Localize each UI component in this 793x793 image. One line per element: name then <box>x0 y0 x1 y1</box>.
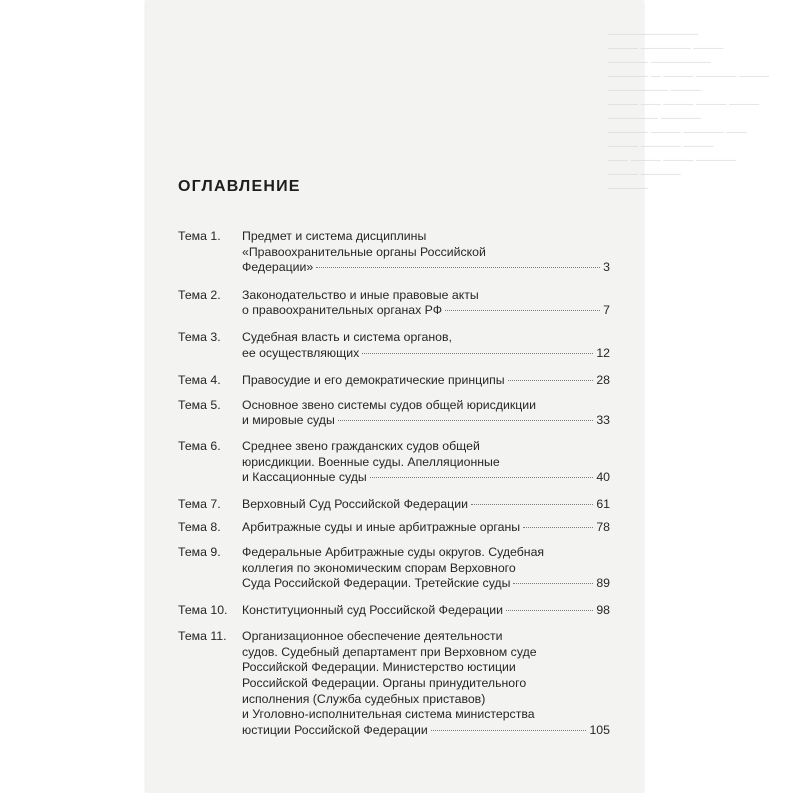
dot-leader <box>338 420 593 421</box>
dot-leader <box>370 477 594 478</box>
toc-entry-title <box>242 629 610 738</box>
toc-entry[interactable] <box>178 520 610 536</box>
toc-entry[interactable] <box>178 330 610 361</box>
toc-entry-leader-line <box>242 346 610 362</box>
toc-entry-number: Тема 9. <box>178 544 221 559</box>
toc-entry-title-line: ее осуществляющих <box>242 345 360 360</box>
toc-entry-leader-line <box>242 413 610 429</box>
toc-entry[interactable] <box>178 288 610 319</box>
toc-entry[interactable] <box>178 373 610 389</box>
toc-entry-title-line: юрисдикции. Военные суды. Апелляционные <box>242 454 500 469</box>
toc-entry-number: Тема 4. <box>178 373 221 388</box>
dot-leader <box>513 583 593 584</box>
toc-entry-title-line: и мировые суды <box>242 413 335 428</box>
toc-entry-number: Тема 5. <box>178 397 221 412</box>
toc-entry-title-line: Суда Российской Федерации. Третейские суды <box>242 576 511 591</box>
toc-entry-title-line: Федеральные Арбитражные суды округов. Судебная <box>242 544 545 559</box>
toc-entry-title-line: судов. Судебный департамент при Верховном суде <box>242 644 537 659</box>
toc-entry-title-line: юстиции Российской Федерации <box>242 722 428 737</box>
toc-entry-leader-line <box>242 303 610 319</box>
toc-entry[interactable] <box>178 545 610 592</box>
dot-leader <box>508 380 594 381</box>
toc-entry-title-line: коллегия по экономическим спорам Верховного <box>242 560 516 575</box>
toc-entry[interactable] <box>178 603 610 619</box>
toc-entry-number: Тема 1. <box>178 229 221 243</box>
toc-page-number: 40 <box>596 470 610 485</box>
toc-entry-title-line: Организационное обеспечение деятельности <box>242 629 503 644</box>
toc-entry[interactable] <box>178 439 610 486</box>
toc-entry-title <box>242 603 610 619</box>
toc-entry-number: Тема 8. <box>178 520 221 535</box>
toc-entry-title-line: Российской Федерации. Министерство юстиции <box>242 660 516 675</box>
dot-leader <box>523 527 593 528</box>
toc-entry-title-line: Федерации» <box>242 260 314 275</box>
toc-page-number: 28 <box>596 373 610 388</box>
toc-page-number: 7 <box>603 303 610 318</box>
toc-entry-title-line: Арбитражные суды и иные арбитражные органы <box>242 520 521 535</box>
toc-entry-title-line: исполнения (Служба судебных приставов) <box>242 691 486 706</box>
toc-entry-number: Тема 10. <box>178 602 228 617</box>
dot-leader <box>506 610 593 611</box>
toc-entry[interactable] <box>178 629 610 738</box>
toc-entry-title <box>242 520 610 536</box>
toc-entry-title-line: Законодательство и иные правовые акты <box>242 287 479 302</box>
toc-entry-number: Тема 11. <box>178 629 227 644</box>
toc-heading: ОГЛАВЛЕНИЕ <box>178 178 301 195</box>
dot-leader <box>471 504 593 505</box>
toc-entry-leader-line <box>242 603 610 619</box>
toc-entry-title-line: Основное звено системы судов общей юрисдикции <box>242 397 537 412</box>
toc-entry-title-line: о правоохранительных органах РФ <box>242 303 443 318</box>
toc-entry-title-line: «Правоохранительные органы Российской <box>242 244 486 259</box>
toc-entry-title-line: и Кассационные суды <box>242 470 367 485</box>
toc-entry-leader-line <box>242 260 610 276</box>
toc-page-number: 3 <box>603 260 610 275</box>
toc-page-number: 33 <box>596 413 610 428</box>
toc-entry-title <box>242 439 610 486</box>
toc-entry[interactable] <box>178 229 610 276</box>
toc-entry-leader-line <box>242 520 610 536</box>
toc-entry-title <box>242 330 610 361</box>
toc-entry-title <box>242 545 610 592</box>
toc-entry-title-line: и Уголовно-исполнительная система министерства <box>242 707 535 722</box>
toc-entry-title <box>242 229 610 276</box>
dot-leader <box>362 353 593 354</box>
dot-leader <box>316 267 600 268</box>
toc-entry-title <box>242 288 610 319</box>
dot-leader <box>431 730 587 731</box>
toc-entry-leader-line <box>242 373 610 389</box>
toc-entry-title <box>242 373 610 389</box>
toc-entry-number: Тема 2. <box>178 287 221 302</box>
toc-page-number: 78 <box>596 520 610 535</box>
toc-entry-number: Тема 3. <box>178 329 221 344</box>
toc-entry[interactable] <box>178 398 610 429</box>
show-through-text: ————————— ——— ————— ——— ———— —————— ———— — ——— ———— ——— —————— ——— ——— —— ——— ——— ——— ————— ———— ———— ——— ———— —— ——— ———— ——— —— ——— ——— ———— ——— ———— ———— <box>608 29 770 194</box>
toc-entry-title-line: Судебная власть и система органов, <box>242 329 452 344</box>
toc-entry-title-line: Конституционный суд Российской Федерации <box>242 602 504 617</box>
table-of-contents <box>178 229 610 738</box>
toc-entry-leader-line <box>242 576 610 592</box>
toc-page-number: 98 <box>596 602 610 617</box>
toc-page-number: 89 <box>596 576 610 591</box>
toc-entry[interactable] <box>178 497 610 513</box>
toc-page-number: 12 <box>596 345 610 360</box>
toc-entry-number: Тема 6. <box>178 438 221 453</box>
toc-entry-title <box>242 398 610 429</box>
toc-entry-title-line: Среднее звено гражданских судов общей <box>242 438 480 453</box>
toc-entry-leader-line <box>242 497 610 513</box>
toc-page-number: 105 <box>589 722 610 737</box>
toc-entry-title-line: Предмет и система дисциплины <box>242 229 427 243</box>
toc-entry-title-line: Верховный Суд Российской Федерации <box>242 496 468 511</box>
toc-entry-title <box>242 497 610 513</box>
toc-entry-title-line: Правосудие и его демократические принципы <box>242 373 505 388</box>
toc-entry-number: Тема 7. <box>178 496 221 511</box>
toc-entry-title-line: Российской Федерации. Органы принудительного <box>242 676 527 691</box>
toc-entry-leader-line <box>242 723 610 739</box>
dot-leader <box>445 310 600 311</box>
toc-page-number: 61 <box>596 496 610 511</box>
toc-entry-leader-line <box>242 470 610 486</box>
